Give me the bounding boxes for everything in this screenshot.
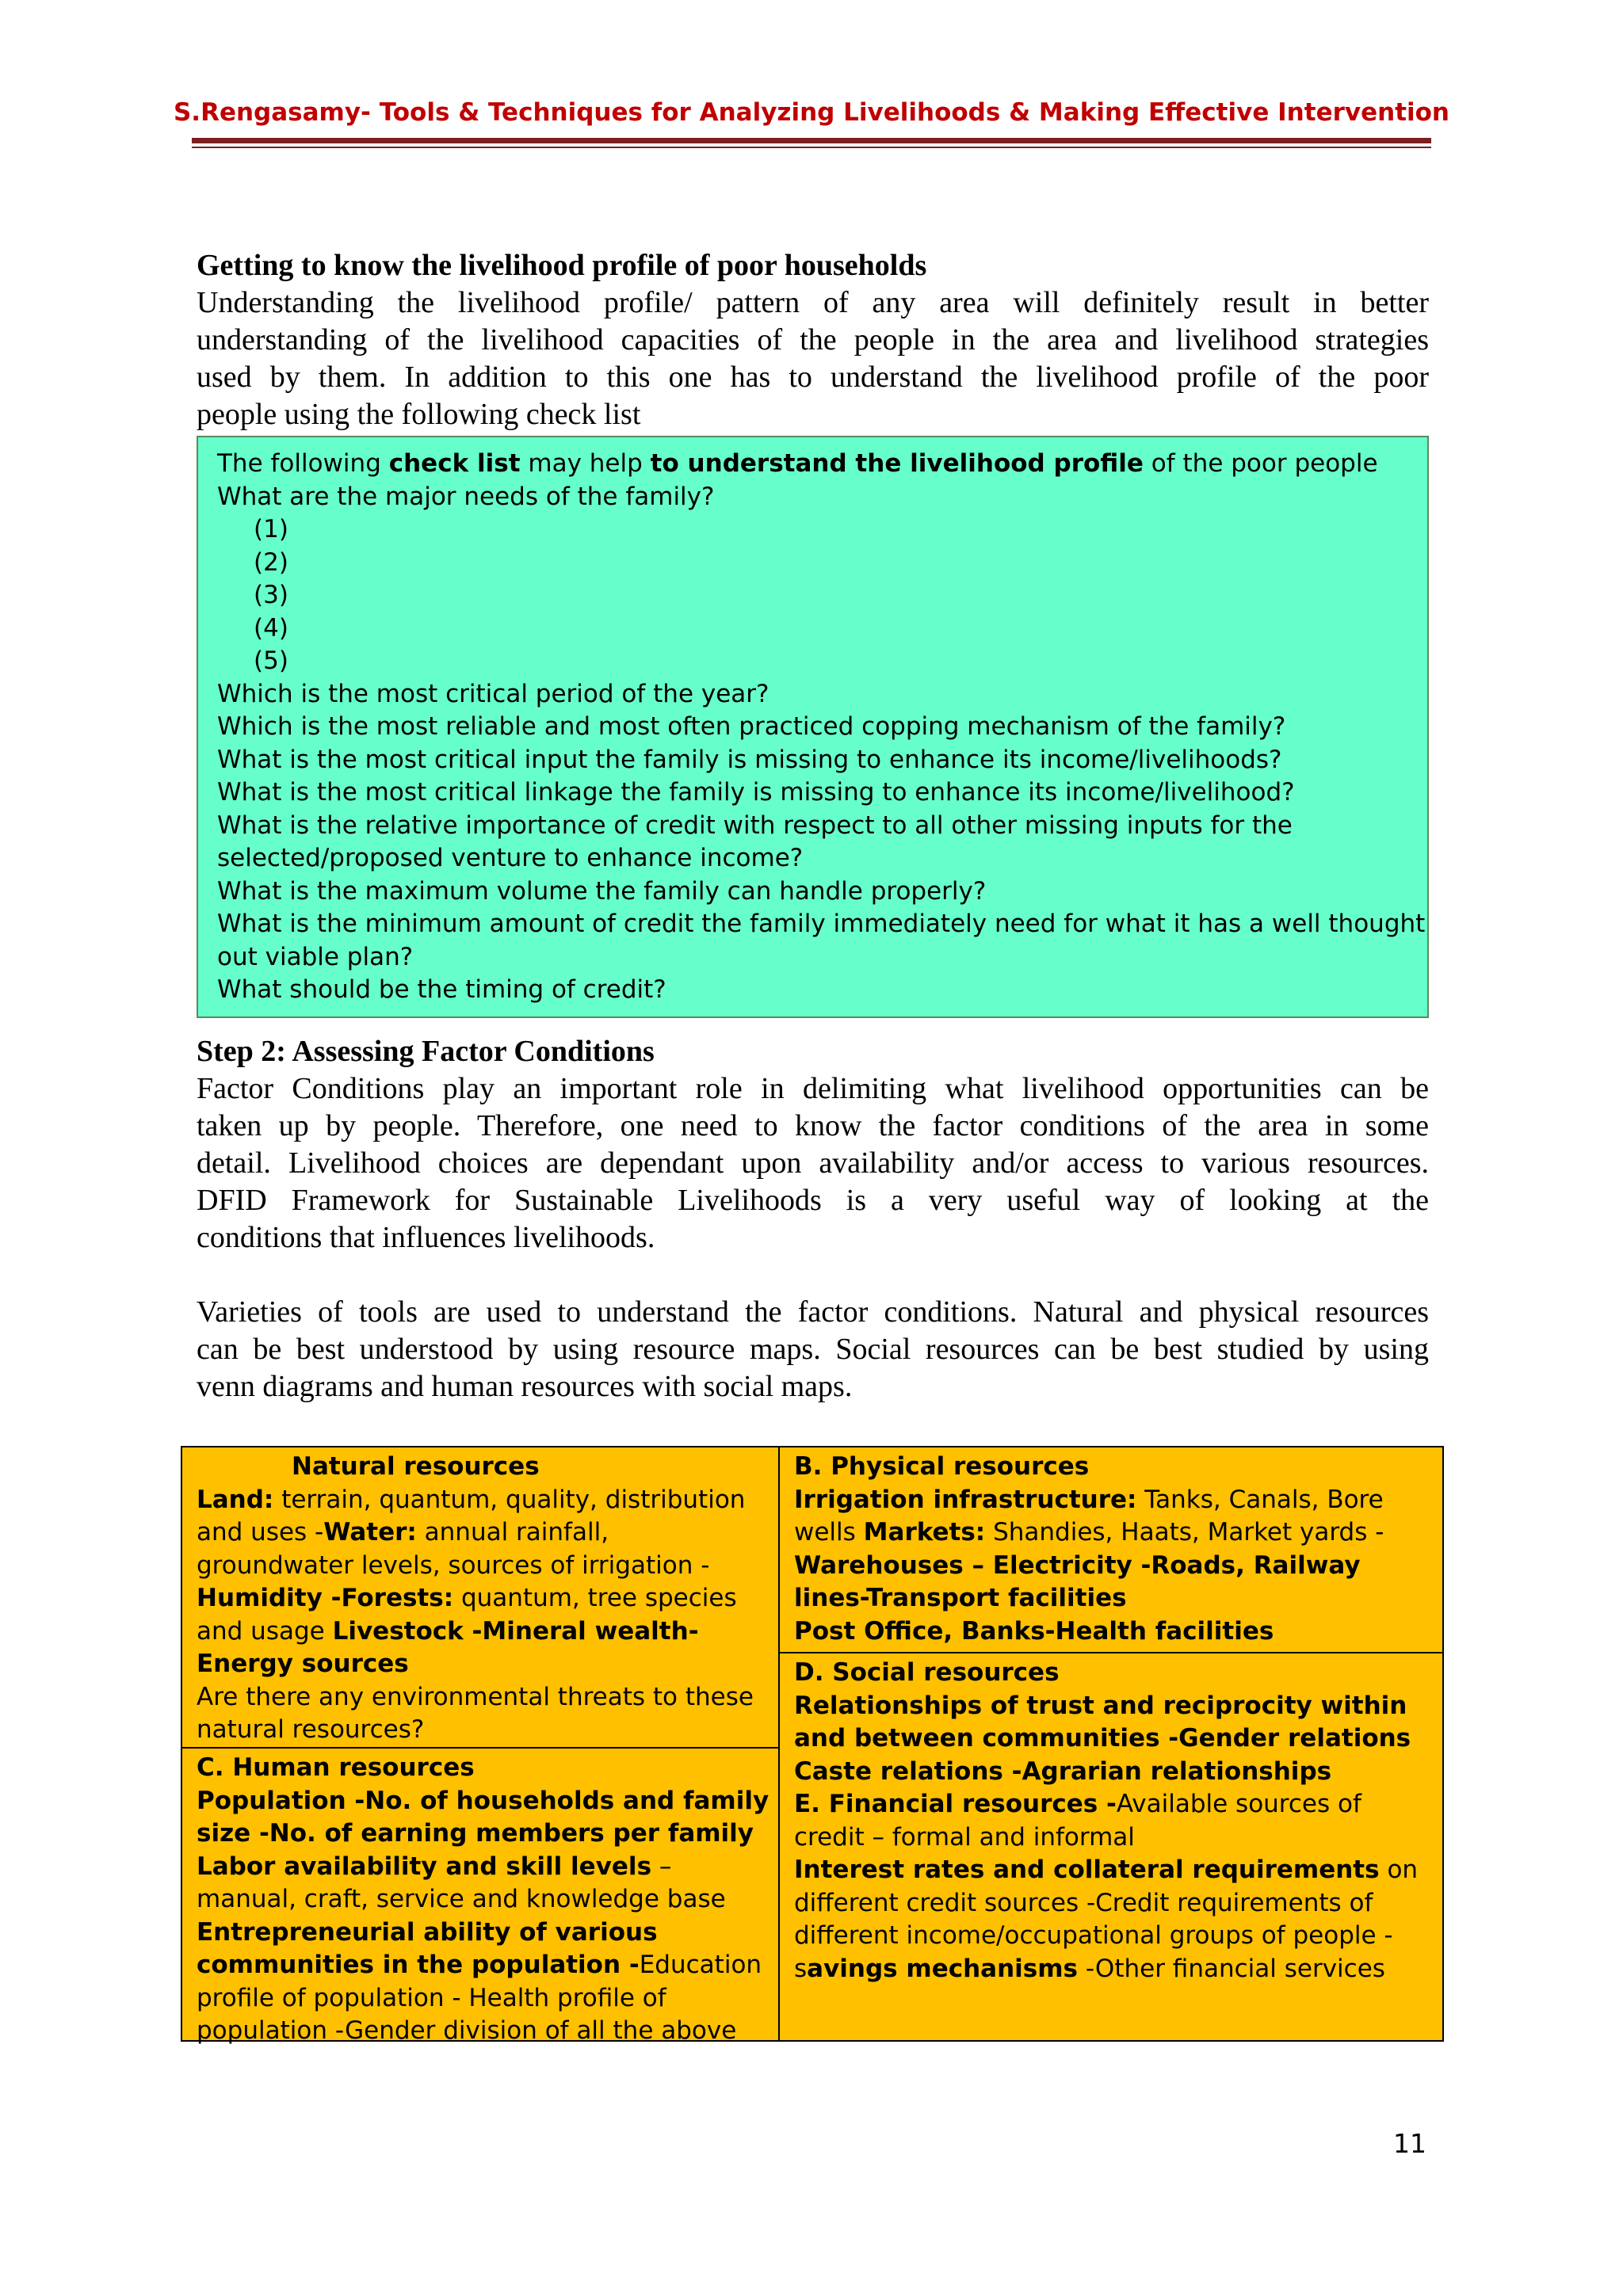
paragraph-line: taken up by people. Therefore, one need to know the factor conditions of the area in some xyxy=(197,1109,1429,1142)
checklist-question: out viable plan? xyxy=(217,942,414,971)
document-header-title: S.Rengasamy- Tools & Techniques for Analyzing Livelihoods & Making Effective Intervention xyxy=(173,98,1450,127)
paragraph-line: venn diagrams and human resources with social maps. xyxy=(197,1370,853,1403)
checklist-number: (1) xyxy=(254,515,288,543)
checklist-number: (3) xyxy=(254,581,288,609)
checklist-number: (5) xyxy=(254,646,288,675)
paragraph-line: Varieties of tools are used to understand the factor conditions. Natural and physical resources xyxy=(197,1295,1429,1329)
checklist-question: What are the major needs of the family? xyxy=(217,482,715,511)
paragraph-line: DFID Framework for Sustainable Livelihoods is a very useful way of looking at the xyxy=(197,1184,1429,1217)
header-rule-thick xyxy=(192,138,1431,143)
checklist-question: What is the relative importance of credit with respect to all other missing inputs for the xyxy=(217,810,1293,840)
cell-human-resources xyxy=(182,1749,778,2048)
checklist-box xyxy=(197,436,1429,1018)
cell-body: Interest rates and collateral requirements on different credit sources -Credit requirements of different income/occupational groups of people -savings mechanisms -Other financial services xyxy=(794,1855,1419,1983)
checklist-question: What is the maximum volume the family can handle properly? xyxy=(217,876,987,906)
checklist-question: selected/proposed venture to enhance income? xyxy=(217,844,804,872)
paragraph-line: used by them. In addition to this one has to understand the livelihood profile of the poor xyxy=(197,360,1429,394)
paragraph-livelihood-profile xyxy=(197,284,1429,433)
cell-body: Population -No. of households and family size -No. of earning members per family Labor availability and skill levels – manual, craft, service and knowledge base Entrepreneurial ability of various communities in the population -Education profile of population - Health profile of population -Gender division of all the above xyxy=(197,1786,769,2045)
cell-title: D. Social resources xyxy=(794,1658,1060,1687)
cell-note: Are there any environmental threats to these natural resources? xyxy=(197,1682,754,1744)
paragraph-line: understanding of the livelihood capacities of the people in the area and livelihood strategies xyxy=(197,323,1429,357)
checklist-question: What is the most critical linkage the family is missing to enhance its income/livelihood? xyxy=(217,778,1295,807)
paragraph-factor-conditions xyxy=(197,1070,1429,1257)
header-rule-thin xyxy=(192,147,1431,148)
checklist-question: What is the most critical input the family is missing to enhance its income/livelihoods? xyxy=(217,745,1282,774)
cell-body: Land: terrain, quantum, quality, distribution and uses -Water: annual rainfall, groundwater levels, sources of irrigation - Humidity -Forests: quantum, tree species and usage Livestock -Mineral wealth-Energy sources xyxy=(197,1485,746,1678)
paragraph-line: detail. Livelihood choices are dependant upon availability and/or access to various resources. xyxy=(197,1146,1429,1180)
cell-natural-resources xyxy=(182,1447,778,1747)
page-number: 11 xyxy=(1393,2128,1426,2159)
cell-body: E. Financial resources -Available sources of credit – formal and informal xyxy=(794,1790,1361,1852)
cell-line: Post Office, Banks-Health facilities xyxy=(794,1616,1274,1646)
paragraph-line: Understanding the livelihood profile/ pattern of any area will definitely result in better xyxy=(197,286,1429,319)
cell-body: Relationships of trust and reciprocity within and between communities -Gender relations Caste relations -Agrarian relationships xyxy=(794,1691,1411,1786)
section-heading-factor-conditions: Step 2: Assessing Factor Conditions xyxy=(197,1035,655,1068)
resources-table xyxy=(181,1446,1444,2045)
section-heading-livelihood-profile: Getting to know the livelihood profile of poor households xyxy=(197,249,927,282)
checklist-intro: The following check list may help to understand the livelihood profile of the poor people xyxy=(217,449,1378,478)
paragraph-line: can be best understood by using resource maps. Social resources can be best studied by using xyxy=(197,1333,1429,1366)
checklist-question: Which is the most critical period of the year? xyxy=(217,679,769,708)
checklist-number: (4) xyxy=(254,613,288,643)
paragraph-tools xyxy=(197,1294,1429,1405)
cell-title: B. Physical resources xyxy=(794,1452,1090,1481)
paragraph-line: conditions that influences livelihoods. xyxy=(197,1221,655,1254)
checklist-question: What should be the timing of credit? xyxy=(217,975,666,1004)
paragraph-line: Factor Conditions play an important role in delimiting what livelihood opportunities can be xyxy=(197,1072,1429,1105)
checklist-question: What is the minimum amount of credit the family immediately need for what it has a well thought xyxy=(217,910,1426,938)
cell-body: Irrigation infrastructure: Tanks, Canals, Bore wells Markets: Shandies, Haats, Market yards - Warehouses – Electricity -Roads, Railway lines-Transport facilities xyxy=(794,1485,1384,1612)
cell-title: C. Human resources xyxy=(197,1753,475,1782)
cell-social-financial-resources xyxy=(780,1653,1444,1985)
cell-physical-resources xyxy=(780,1447,1444,1648)
checklist-number: (2) xyxy=(254,547,288,577)
paragraph-line: people using the following check list xyxy=(197,398,641,431)
cell-title: Natural resources xyxy=(292,1452,540,1481)
checklist-question: Which is the most reliable and most often practiced copping mechanism of the family? xyxy=(217,712,1286,741)
